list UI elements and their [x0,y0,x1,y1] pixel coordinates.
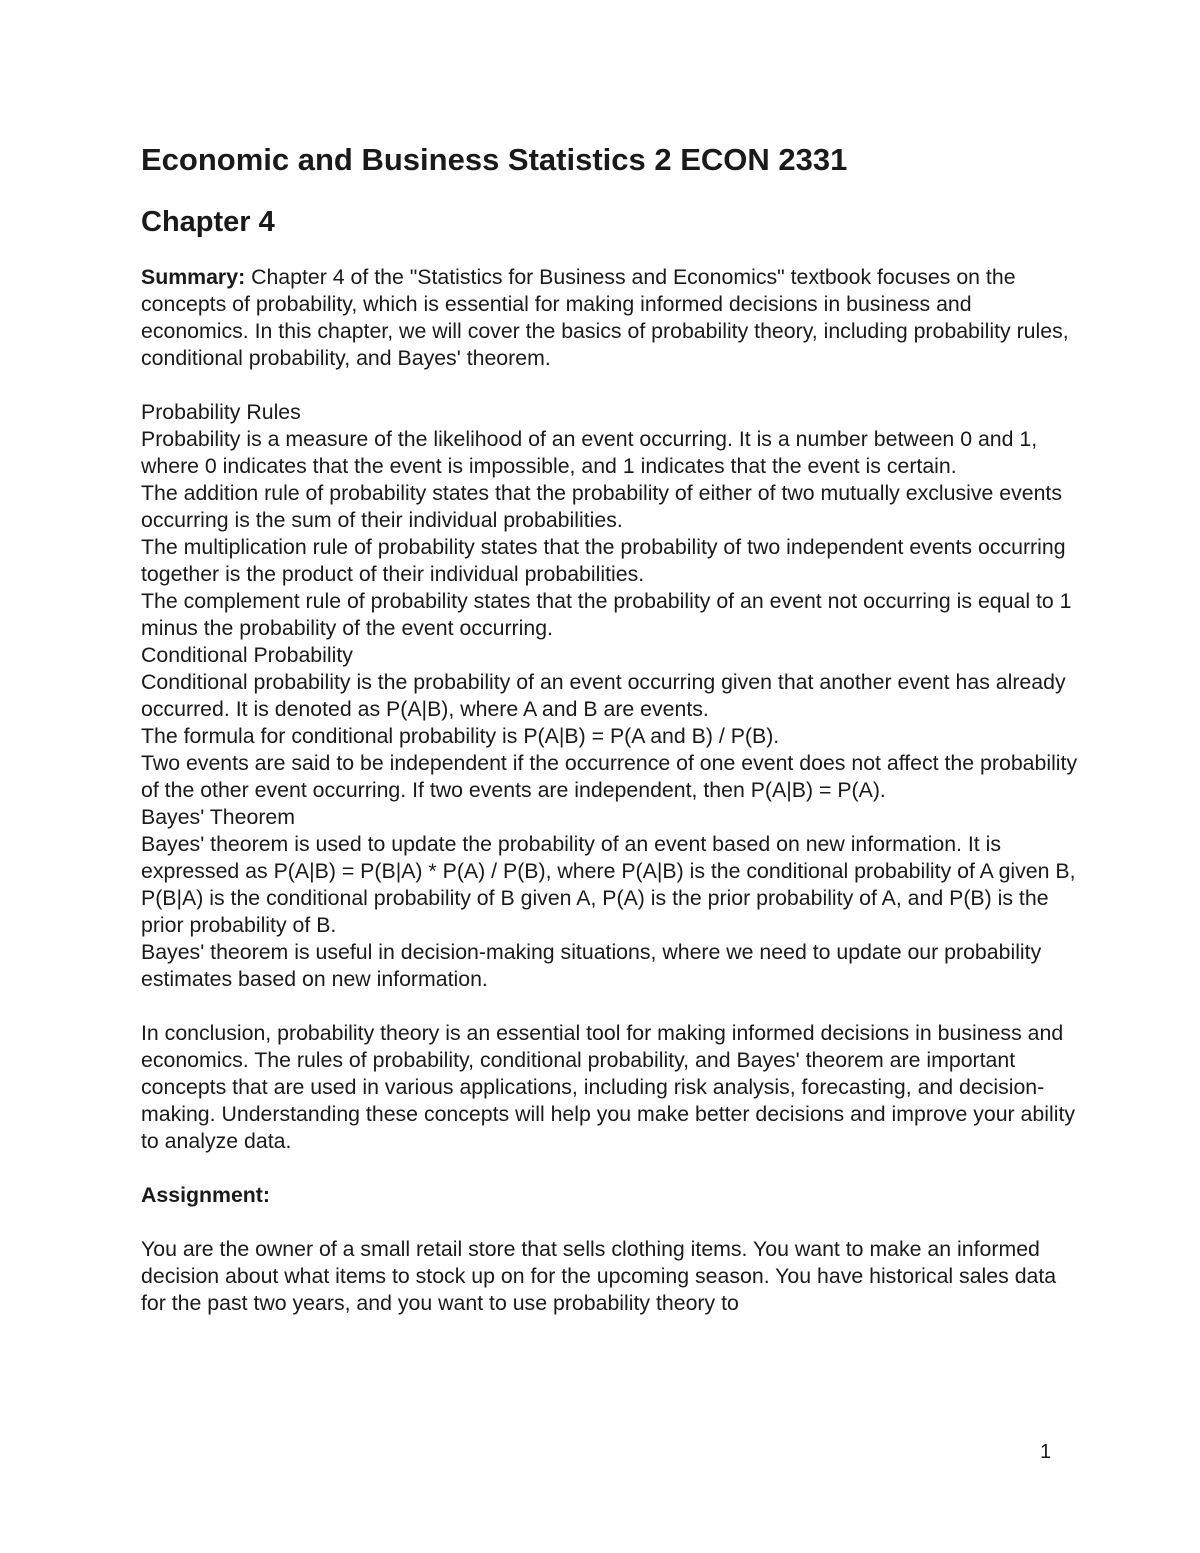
spacer [141,1155,1081,1182]
assignment-paragraph: You are the owner of a small retail store that sells clothing items. You want to make an informed decision about what items to stock up on for the upcoming season. You have historical sales data for the past two years, and you want to use probability theory to [141,1237,1057,1315]
summary-paragraph [141,264,1081,372]
chapter-heading: Chapter 4 [141,206,275,238]
rules-paragraph-3: The multiplication rule of probability states that the probability of two independent events occurring together is the product of their individual probabilities. [141,535,1066,586]
spacer [141,1209,1081,1236]
section-heading-probability-rules: Probability Rules [141,400,301,424]
section-heading-bayes-theorem: Bayes' Theorem [141,805,296,829]
spacer [141,372,1081,399]
rules-paragraph-1: Probability is a measure of the likelihood of an event occurring. It is a number between 0 and 1, where 0 indicates that the event is impossible, and 1 indicates that the event is certain. [141,427,1038,478]
conditional-paragraph-3: Two events are said to be independent if the occurrence of one event does not affect the probability of the other event occurring. If two events are independent, then P(A|B) = P(A). [141,751,1078,802]
bayes-paragraph-1: Bayes' theorem is used to update the probability of an event based on new information. It is expressed as P(A|B) = P(B|A) * P(A) / P(B), where P(A|B) is the conditional probability of A given B, P(B|A) is the conditional probability of B given A, P(A) is the prior probability of A, and P(B) is the prior probability of B. [141,832,1076,937]
bayes-paragraph-2: Bayes' theorem is useful in decision-making situations, where we need to update our probability estimates based on new information. [141,940,1042,991]
summary-text: Chapter 4 of the "Statistics for Business and Economics" textbook focuses on the concepts of probability, which is essential for making informed decisions in business and economics. In this chapter, we will cover the basics of probability theory, including probability rules, conditional probability, and Bayes' theorem. [141,265,1069,370]
section-heading-conditional-probability: Conditional Probability [141,643,353,667]
page-content [141,140,1081,1317]
conditional-paragraph-1: Conditional probability is the probability of an event occurring given that another event has already occurred. It is denoted as P(A|B), where A and B are events. [141,670,1066,721]
rules-paragraph-4: The complement rule of probability states that the probability of an event not occurring is equal to 1 minus the probability of the event occurring. [141,589,1072,640]
conditional-paragraph-2: The formula for conditional probability is P(A|B) = P(A and B) / P(B). [141,724,780,748]
page-number: 1 [1040,1441,1052,1463]
spacer [141,993,1081,1020]
assignment-heading: Assignment: [141,1183,270,1207]
document-title: Economic and Business Statistics 2 ECON 2331 [141,142,848,177]
summary-label: Summary: [141,265,246,289]
conclusion-paragraph: In conclusion, probability theory is an essential tool for making informed decisions in business and economics. The rules of probability, conditional probability, and Bayes' theorem are important concepts that are used in various applications, including risk analysis, forecasting, and decision-making. Understanding these concepts will help you make better decisions and improve your ability to analyze data. [141,1021,1076,1153]
rules-paragraph-2: The addition rule of probability states that the probability of either of two mutually exclusive events occurring is the sum of their individual probabilities. [141,481,1062,532]
